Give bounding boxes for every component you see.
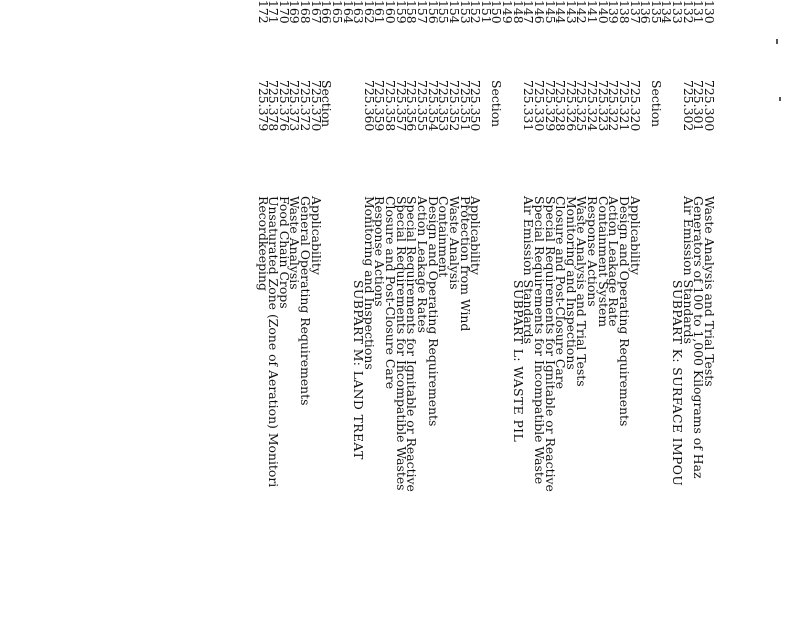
subpart-heading: SUBPART M: LAND TREAT bbox=[351, 280, 367, 460]
line-number: 132 bbox=[680, 0, 696, 24]
section-title: Air Emission Standards bbox=[521, 196, 537, 344]
section-title: Action Leakage Rates bbox=[415, 196, 430, 333]
line-number: 157 bbox=[415, 0, 430, 24]
section-title: Applicability bbox=[468, 196, 484, 275]
line-number: 152 bbox=[468, 0, 484, 24]
line-number: 162 bbox=[361, 0, 377, 24]
line-number: 137 bbox=[627, 0, 643, 24]
section-title: Design and Operating Requirements bbox=[616, 196, 632, 427]
line-number: 163 bbox=[351, 0, 367, 24]
section-number: 725.357 bbox=[393, 80, 409, 132]
section-title: Action Leakage Rate bbox=[606, 196, 622, 327]
line-number: 149 bbox=[500, 0, 516, 24]
line-number: 142 bbox=[574, 0, 590, 24]
line-number: 151 bbox=[478, 0, 494, 24]
line-number: 138 bbox=[616, 0, 632, 24]
section-number: Section bbox=[319, 80, 335, 128]
section-title: Special Requirements for Ignitable or Reactive bbox=[542, 196, 558, 492]
line-number: 155 bbox=[436, 0, 452, 24]
section-number: 725.376 bbox=[276, 80, 292, 132]
section-number: 725.320 bbox=[627, 80, 643, 132]
line-number: 147 bbox=[521, 0, 537, 24]
section-number: 725.373 bbox=[287, 80, 303, 132]
section-title: Waste Analysis and Trial Tests bbox=[702, 196, 717, 387]
section-title: Containment System bbox=[595, 196, 611, 328]
line-number: 139 bbox=[606, 0, 622, 24]
section-number: 725.328 bbox=[553, 80, 569, 132]
line-number: 143 bbox=[563, 0, 579, 24]
line-number: 136 bbox=[638, 0, 654, 24]
subpart-heading: SUBPART K: SURFACE IMPOU bbox=[670, 280, 686, 487]
section-number: 725.329 bbox=[542, 80, 558, 132]
section-title: Protection from Wind bbox=[457, 196, 473, 332]
section-number: 725.353 bbox=[436, 80, 452, 132]
section-title: Air Emission Standards bbox=[680, 196, 696, 344]
line-number: 166 bbox=[319, 0, 335, 24]
section-number: 725.351 bbox=[457, 80, 473, 132]
section-number: 725.324 bbox=[585, 80, 601, 132]
section-title: Response Actions bbox=[585, 196, 601, 307]
section-title: Waste Analysis bbox=[287, 196, 303, 290]
line-number: 135 bbox=[648, 0, 664, 24]
scan-speck bbox=[779, 97, 781, 101]
section-number: 725.360 bbox=[361, 80, 377, 132]
section-number: 725.372 bbox=[298, 80, 314, 132]
section-number: Section bbox=[489, 80, 505, 128]
section-number: 725.325 bbox=[574, 80, 590, 132]
section-number: 725.322 bbox=[606, 80, 622, 132]
section-number: 725.358 bbox=[383, 80, 399, 132]
line-number: 167 bbox=[308, 0, 324, 24]
section-title: Recordkeeping bbox=[255, 196, 271, 291]
section-number: 725.331 bbox=[521, 80, 537, 132]
section-number: 725.355 bbox=[415, 80, 430, 132]
line-number: 148 bbox=[510, 0, 526, 24]
line-number: 159 bbox=[393, 0, 409, 24]
section-number: 725.352 bbox=[446, 80, 462, 132]
line-number: 146 bbox=[531, 0, 547, 24]
line-number: 168 bbox=[298, 0, 314, 24]
line-number: 160 bbox=[383, 0, 399, 24]
section-number: 725.330 bbox=[531, 80, 547, 132]
line-number: 145 bbox=[542, 0, 558, 24]
scan-speck bbox=[776, 39, 778, 44]
rotated-document-content bbox=[86, 0, 716, 618]
line-number: 170 bbox=[276, 0, 292, 24]
section-number: 725.379 bbox=[255, 80, 271, 132]
line-number: 144 bbox=[553, 0, 569, 24]
section-number: 725.378 bbox=[266, 80, 282, 132]
section-title: Monitoring and Inspections bbox=[563, 196, 579, 370]
section-title: Waste Analysis and Trial Tests bbox=[574, 196, 590, 387]
line-number: 164 bbox=[340, 0, 356, 24]
section-title: General Operating Requirements bbox=[298, 196, 314, 406]
section-title: Special Requirements for Ignitable or Reactive bbox=[404, 196, 420, 492]
subpart-heading: SUBPART L: WASTE PIL bbox=[510, 280, 526, 443]
section-title: Generators of 100 to 1,000 Kilograms of Haz bbox=[691, 196, 707, 479]
line-number: 154 bbox=[446, 0, 462, 24]
line-number: 141 bbox=[585, 0, 601, 24]
line-number: 153 bbox=[457, 0, 473, 24]
section-title: Containment bbox=[436, 196, 452, 278]
line-number: 169 bbox=[287, 0, 303, 24]
section-number: 725.370 bbox=[308, 80, 324, 132]
section-number: Section bbox=[648, 80, 664, 128]
section-number: 725.301 bbox=[691, 80, 707, 132]
line-number: 165 bbox=[329, 0, 345, 24]
section-number: 725.356 bbox=[404, 80, 420, 132]
line-number: 140 bbox=[595, 0, 611, 24]
section-number: 725.359 bbox=[372, 80, 388, 132]
line-number: 130 bbox=[702, 0, 717, 24]
section-number: 725.300 bbox=[702, 80, 717, 132]
section-number: 725.354 bbox=[425, 80, 441, 132]
line-number: 134 bbox=[659, 0, 675, 24]
section-title: Applicability bbox=[308, 196, 324, 275]
line-number: 171 bbox=[266, 0, 282, 24]
section-title: Food Chain Crops bbox=[276, 196, 292, 309]
section-number: 725.321 bbox=[616, 80, 632, 132]
section-title: Response Actions bbox=[372, 196, 388, 307]
line-number: 150 bbox=[489, 0, 505, 24]
line-number: 161 bbox=[372, 0, 388, 24]
line-number: 133 bbox=[670, 0, 686, 24]
section-title: Applicability bbox=[627, 196, 643, 275]
section-title: Waste Analysis bbox=[446, 196, 462, 290]
section-number: 725.326 bbox=[563, 80, 579, 132]
line-number: 131 bbox=[691, 0, 707, 24]
line-number: 172 bbox=[255, 0, 271, 24]
section-title: Special Requirements for Incompatible Waste bbox=[531, 196, 547, 485]
section-title: Closure and Post-Closure Care bbox=[553, 196, 569, 390]
line-number: 158 bbox=[404, 0, 420, 24]
section-title: Closure and Post-Closure Care bbox=[383, 196, 399, 390]
section-number: 725.302 bbox=[680, 80, 696, 132]
section-title: Design and Operating Requirements bbox=[425, 196, 441, 427]
section-title: Special Requirements for Incompatible Wastes bbox=[393, 196, 409, 491]
section-title: Monitoring and Inspections bbox=[361, 196, 377, 370]
line-number: 156 bbox=[425, 0, 441, 24]
section-title: Unsaturated Zone (Zone of Aeration) Monitori bbox=[266, 196, 282, 488]
section-number: 725.350 bbox=[468, 80, 484, 132]
section-number: 725.323 bbox=[595, 80, 611, 132]
